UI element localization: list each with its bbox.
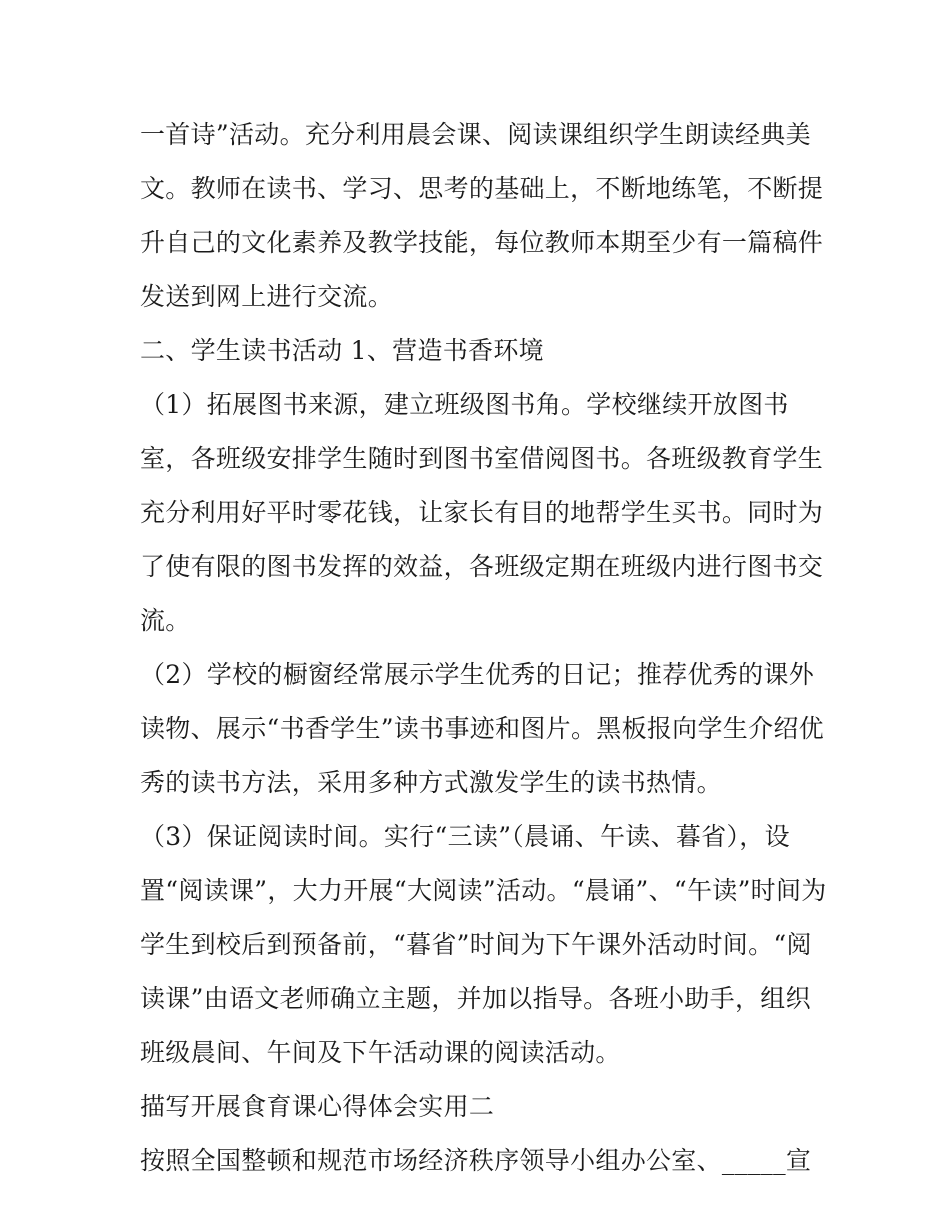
- paragraph-line: 一首诗”活动。充分利用晨会课、阅读课组织学生朗读经典美: [140, 120, 811, 149]
- document-body: [140, 108, 827, 1188]
- paragraph-line: 班级晨间、午间及下午活动课的阅读活动。: [140, 1038, 621, 1067]
- paragraph-line: 室，各班级安排学生随时到图书室借阅图书。各班级教育学生: [140, 444, 824, 473]
- paragraph-line: （3）保证阅读时间。实行“三读”（晨诵、午读、暮省），设: [140, 822, 790, 851]
- paragraph-line: 充分利用好平时零花钱，让家长有目的地帮学生买书。同时为: [140, 498, 824, 527]
- paragraph-line: 秀的读书方法，采用多种方式激发学生的读书热情。: [140, 768, 722, 797]
- paragraph-line: 置“阅读课”，大力开展“大阅读”活动。“晨诵”、“午读”时间为: [140, 876, 827, 905]
- section-title: 描写开展食育课心得体会实用二: [140, 1092, 495, 1121]
- section-heading: 二、学生读书活动 1、营造书香环境: [140, 336, 544, 365]
- paragraph-line: 学生到校后到预备前，“暮省”时间为下午课外活动时间。“阅: [140, 930, 812, 959]
- paragraph-line: 升自己的文化素养及教学技能，每位教师本期至少有一篇稿件: [140, 228, 824, 257]
- paragraph-line: 流。: [140, 606, 191, 635]
- paragraph-line: （2）学校的橱窗经常展示学生优秀的日记；推荐优秀的课外: [140, 660, 815, 689]
- paragraph-line: 文。教师在读书、学习、思考的基础上，不断地练笔，不断提: [140, 174, 824, 203]
- paragraph-line: 读物、展示“书香学生”读书事迹和图片。黑板报向学生介绍优: [140, 714, 824, 743]
- paragraph-line: 读课”由语文老师确立主题，并加以指导。各班小助手，组织: [140, 984, 811, 1013]
- paragraph-line: 发送到网上进行交流。: [140, 282, 394, 311]
- paragraph-line: 了使有限的图书发挥的效益，各班级定期在班级内进行图书交: [140, 552, 824, 581]
- paragraph-line: 按照全国整顿和规范市场经济秩序领导小组办公室、_____宣: [140, 1146, 812, 1175]
- paragraph-line: （1）拓展图书来源，建立班级图书角。学校继续开放图书: [140, 390, 789, 419]
